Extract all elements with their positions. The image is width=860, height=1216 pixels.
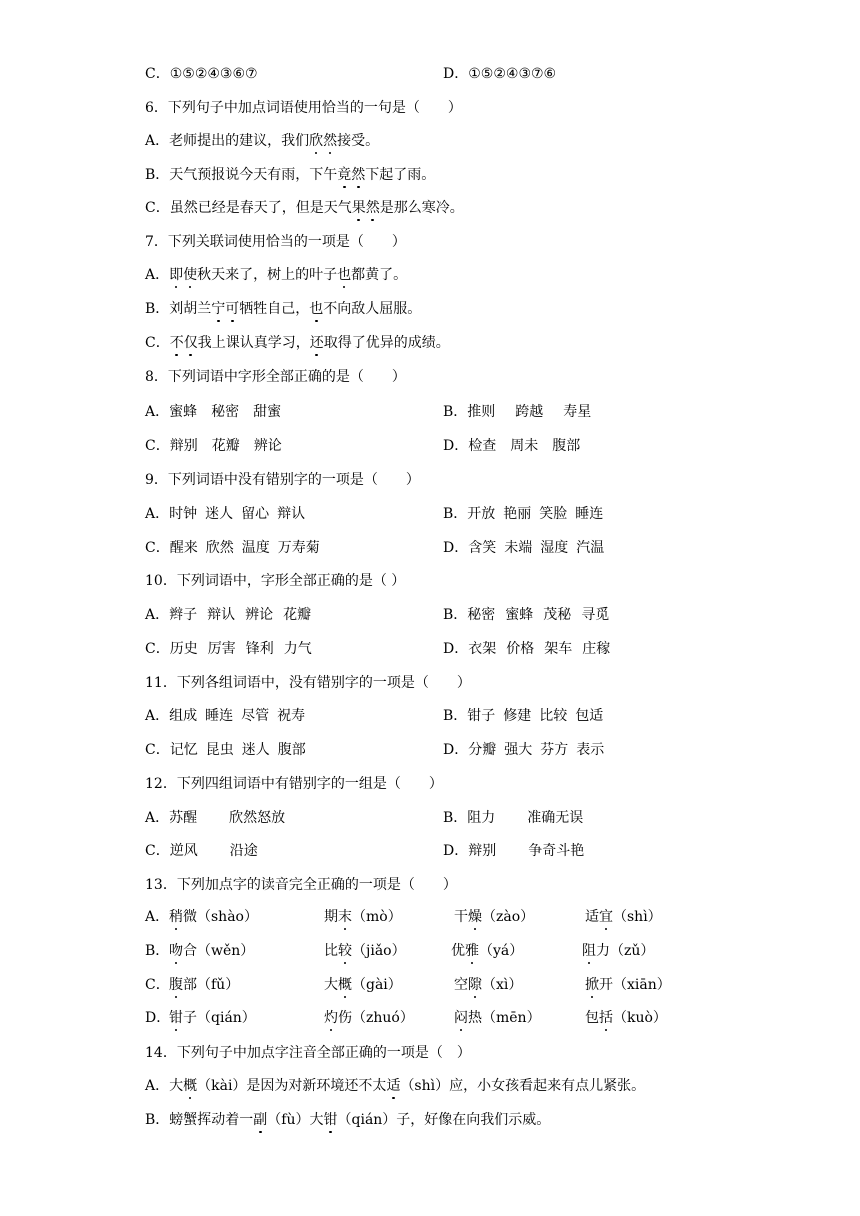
option-label: D． [443, 641, 469, 657]
option-label: D． [443, 438, 469, 454]
text-segment: （gài） [352, 977, 402, 993]
option-row [145, 808, 705, 828]
option-row [145, 436, 705, 456]
emphasis-word: 掀 [585, 975, 599, 995]
option-word: 时钟 [169, 506, 198, 522]
text-segment: 不向敌人屈服。 [323, 301, 422, 317]
text-segment: 大 [324, 977, 338, 993]
option-right [443, 436, 580, 456]
emphasis-dot [189, 354, 192, 357]
option-label: B． [443, 810, 468, 826]
option-word: 芬方 [540, 742, 569, 758]
option-word: 苏醒 [169, 810, 198, 826]
option-word: 辫子 [169, 607, 198, 623]
pinyin-item [324, 941, 406, 961]
option-label: C． [145, 540, 170, 556]
option-row [145, 706, 705, 726]
emphasis-word: 隙 [468, 975, 482, 995]
option-right [443, 639, 610, 659]
option-word: 迷人 [205, 506, 234, 522]
option-label: C． [145, 641, 170, 657]
option-row [145, 639, 705, 659]
text-segment: （fù）大 [267, 1112, 324, 1128]
pinyin-item [582, 941, 654, 961]
option-word: 腹部 [552, 438, 581, 454]
option-word: 分瓣 [468, 742, 497, 758]
option-label: A． [145, 404, 170, 420]
option-word: 汽温 [576, 540, 605, 556]
text-segment: （yá） [479, 943, 524, 959]
emphasis-dot [329, 152, 332, 155]
emphasis-word: 腹 [169, 975, 183, 995]
option-label: B． [145, 943, 170, 959]
option-label: D． [443, 540, 469, 556]
option-word: 花瓣 [211, 438, 240, 454]
option-row [145, 538, 705, 558]
emphasis-word: 也 [309, 299, 323, 319]
emphasis-dot [189, 286, 192, 289]
option-label: D． [443, 742, 469, 758]
option-row [145, 402, 705, 422]
option-word: ①⑤②④③⑥⑦ [169, 66, 258, 82]
text-segment: （kài）是因为对新环境还不太 [197, 1078, 387, 1094]
option-row [145, 64, 705, 84]
question-line [145, 1110, 550, 1130]
option-right [443, 402, 591, 422]
option-right [443, 538, 604, 558]
text-segment: 下起了雨。 [365, 167, 436, 183]
option-row [145, 841, 705, 861]
text-segment: （shì）应，小女孩看起来有点儿紧张。 [400, 1078, 646, 1094]
text-segment: （qián）子，好像在向我们示威。 [337, 1112, 551, 1128]
pinyin-option-row [145, 941, 705, 961]
text-segment: A． [145, 267, 170, 283]
option-word: 准确无误 [527, 810, 584, 826]
emphasis-dot [357, 186, 360, 189]
pinyin-item [169, 975, 239, 995]
option-word: 祝寿 [277, 708, 306, 724]
text-segment: 8．下列词语中字形全部正确的是（ ） [145, 369, 406, 385]
option-right [443, 605, 609, 625]
emphasis-dot [259, 1131, 262, 1134]
option-word: 含笑 [468, 540, 497, 556]
option-word: 寻觅 [581, 607, 610, 623]
option-label: C． [145, 843, 170, 859]
text-segment: 接受。 [337, 133, 380, 149]
text-segment: 我上课认真学习， [197, 335, 310, 351]
option-word: 花瓣 [283, 607, 312, 623]
emphasis-dot [605, 928, 608, 931]
option-right [443, 504, 603, 524]
option-word: 辨论 [253, 438, 282, 454]
option-right [443, 64, 556, 84]
text-segment: B．天气预报说今天有雨，下午 [145, 167, 338, 183]
option-word: 力气 [283, 641, 312, 657]
emphasis-word: 宁可 [211, 299, 239, 319]
option-word: 未端 [504, 540, 533, 556]
emphasis-dot [315, 152, 318, 155]
option-word: 艳丽 [503, 506, 532, 522]
option-row [145, 605, 705, 625]
emphasis-dot [231, 320, 234, 323]
option-word: 湿度 [540, 540, 569, 556]
text-segment: 是那么寒冷。 [379, 200, 464, 216]
option-word: 庄稼 [582, 641, 611, 657]
option-word: 架车 [544, 641, 573, 657]
option-label: B． [443, 607, 468, 623]
emphasis-dot [329, 1131, 332, 1134]
text-segment: 取得了优异的成绩。 [323, 335, 450, 351]
text-segment: 都黄了。 [351, 267, 408, 283]
emphasis-dot [330, 1029, 333, 1032]
emphasis-word: 阻 [582, 941, 596, 961]
text-segment: （jiǎo） [352, 943, 406, 959]
text-segment: （zào） [482, 909, 535, 925]
option-word: 强大 [504, 742, 533, 758]
option-word: 记忆 [169, 742, 198, 758]
option-left [145, 436, 282, 456]
pinyin-item [169, 907, 258, 927]
emphasis-word: 吻 [169, 941, 183, 961]
pinyin-item [454, 1008, 541, 1028]
option-label: A． [145, 607, 170, 623]
question-line [145, 165, 435, 185]
option-label: C． [145, 438, 170, 454]
emphasis-dot [344, 928, 347, 931]
option-row [145, 504, 705, 524]
option-word: 争奇斗艳 [528, 843, 585, 859]
emphasis-word: 竟然 [337, 165, 365, 185]
text-segment: 适 [585, 909, 599, 925]
option-word: 历史 [169, 641, 198, 657]
text-segment: 秋天来了，树上的叶子 [197, 267, 338, 283]
option-left [145, 504, 305, 524]
emphasis-dot [343, 286, 346, 289]
option-label: B． [443, 404, 468, 420]
emphasis-word: 末 [338, 907, 352, 927]
emphasis-word: 欣然 [309, 131, 337, 151]
emphasis-word: 副 [253, 1110, 267, 1130]
emphasis-dot [315, 354, 318, 357]
option-left [145, 841, 258, 861]
text-segment: 力（zǔ） [596, 943, 655, 959]
emphasis-word: 概 [183, 1076, 197, 1096]
text-segment: 12．下列四组词语中有错别字的一组是（ ） [145, 776, 443, 792]
emphasis-word: 钳 [324, 1110, 338, 1130]
question-line [145, 198, 464, 218]
text-segment: C．虽然已经是春天了，但是天气 [145, 200, 352, 216]
option-word: 厉害 [207, 641, 236, 657]
pinyin-item [454, 975, 522, 995]
emphasis-word: 闷 [454, 1008, 468, 1028]
option-left [145, 64, 258, 84]
option-word: 睡连 [575, 506, 604, 522]
question-line [145, 131, 379, 151]
option-right [443, 808, 583, 828]
emphasis-word: 雅 [465, 941, 479, 961]
text-segment: （shì） [613, 909, 662, 925]
option-word: 蜜蜂 [169, 404, 198, 420]
option-label: D． [443, 66, 469, 82]
emphasis-dot [357, 219, 360, 222]
option-label: A． [145, 708, 170, 724]
text-segment: 9．下列词语中没有错别字的一项是（ ） [145, 472, 420, 488]
option-left [145, 402, 281, 422]
option-row [145, 740, 705, 760]
option-word: 昆虫 [205, 742, 234, 758]
question-line [145, 470, 420, 490]
question-line [145, 875, 457, 895]
option-label: C． [145, 977, 170, 993]
emphasis-dot [189, 1097, 192, 1100]
option-label: C． [145, 742, 170, 758]
text-segment: 期 [324, 909, 338, 925]
text-segment: B．螃蟹挥动着一 [145, 1112, 254, 1128]
question-line [145, 232, 406, 252]
option-word: 辨论 [245, 607, 274, 623]
text-segment: 14．下列句子中加点字注音全部正确的一项是（ ） [145, 1045, 471, 1061]
option-word: 留心 [241, 506, 270, 522]
option-word: 睡连 [205, 708, 234, 724]
pinyin-item [585, 975, 671, 995]
emphasis-dot [175, 928, 178, 931]
text-segment: 伤（zhuó） [338, 1010, 414, 1026]
pinyin-item [324, 975, 402, 995]
option-word: 逆风 [169, 843, 198, 859]
pinyin-item [454, 907, 534, 927]
text-segment: （kuò） [613, 1010, 667, 1026]
option-word: 推则 [467, 404, 496, 420]
option-word: 钳子 [467, 708, 496, 724]
option-word: 温度 [241, 540, 270, 556]
option-label: A． [145, 810, 170, 826]
emphasis-word: 概 [338, 975, 352, 995]
option-word: 沿途 [229, 843, 258, 859]
text-segment: 包 [585, 1010, 599, 1026]
text-segment: （xì） [482, 977, 523, 993]
emphasis-word: 也 [337, 265, 351, 285]
option-left [145, 538, 320, 558]
question-line [145, 774, 443, 794]
emphasis-dot [371, 219, 374, 222]
text-segment: 空 [454, 977, 468, 993]
question-line [145, 299, 421, 319]
question-line [145, 673, 471, 693]
text-segment: 子（qián） [183, 1010, 256, 1026]
option-word: 醒来 [169, 540, 198, 556]
option-word: 寿星 [563, 404, 592, 420]
pinyin-item [585, 1008, 667, 1028]
text-segment: 干 [454, 909, 468, 925]
pinyin-item [585, 907, 662, 927]
emphasis-dot [392, 1097, 395, 1100]
option-word: ①⑤②④③⑦⑥ [468, 66, 557, 82]
option-left [145, 740, 306, 760]
emphasis-dot [474, 928, 477, 931]
text-segment: 10．下列词语中，字形全部正确的是（ ） [145, 573, 406, 589]
option-label: B． [443, 708, 468, 724]
emphasis-dot [343, 186, 346, 189]
text-segment: 13．下列加点字的读音完全正确的一项是（ ） [145, 877, 457, 893]
emphasis-dot [588, 962, 591, 965]
text-segment: 6．下列句子中加点词语使用恰当的一句是（ ） [145, 100, 462, 116]
option-label: C． [145, 66, 170, 82]
option-right [443, 706, 603, 726]
option-label: A． [145, 506, 170, 522]
emphasis-dot [175, 962, 178, 965]
option-word: 欣然怒放 [229, 810, 286, 826]
option-word: 检查 [468, 438, 497, 454]
option-word: 秘密 [211, 404, 240, 420]
option-word: 辩认 [207, 607, 236, 623]
option-label: A． [145, 909, 170, 925]
option-word: 甜蜜 [253, 404, 282, 420]
option-word: 跨越 [515, 404, 544, 420]
emphasis-word: 灼 [324, 1008, 338, 1028]
text-segment: 比 [324, 943, 338, 959]
option-word: 价格 [506, 641, 535, 657]
question-line [145, 571, 405, 591]
emphasis-dot [344, 962, 347, 965]
option-word: 周未 [510, 438, 539, 454]
option-word: 辩别 [468, 843, 497, 859]
emphasis-dot [591, 996, 594, 999]
question-line [145, 333, 450, 353]
emphasis-dot [474, 996, 477, 999]
emphasis-word: 括 [599, 1008, 613, 1028]
emphasis-word: 不仅 [170, 333, 198, 353]
pinyin-item [451, 941, 523, 961]
question-line [145, 265, 407, 285]
emphasis-dot [175, 286, 178, 289]
text-segment: 部（fǔ） [183, 977, 240, 993]
option-word: 包适 [575, 708, 604, 724]
text-segment: A．老师提出的建议，我们 [145, 133, 310, 149]
option-word: 秘密 [467, 607, 496, 623]
pinyin-item [169, 941, 254, 961]
option-word: 笑脸 [539, 506, 568, 522]
pinyin-option-row [145, 907, 705, 927]
emphasis-word: 果然 [352, 198, 380, 218]
emphasis-dot [175, 1029, 178, 1032]
option-left [145, 605, 311, 625]
emphasis-word: 适 [386, 1076, 400, 1096]
option-word: 表示 [576, 742, 605, 758]
emphasis-dot [605, 1029, 608, 1032]
question-line [145, 1076, 645, 1096]
option-word: 修建 [503, 708, 532, 724]
question-line [145, 367, 406, 387]
emphasis-dot [315, 320, 318, 323]
emphasis-dot [175, 354, 178, 357]
emphasis-dot [175, 996, 178, 999]
option-right [443, 841, 584, 861]
option-word: 腹部 [277, 742, 306, 758]
option-word: 阻力 [467, 810, 496, 826]
emphasis-word: 宜 [599, 907, 613, 927]
pinyin-option-row [145, 1008, 705, 1028]
option-word: 组成 [169, 708, 198, 724]
option-right [443, 740, 604, 760]
option-label: D． [443, 843, 469, 859]
text-segment: 7．下列关联词使用恰当的一项是（ ） [145, 234, 406, 250]
emphasis-dot [217, 320, 220, 323]
question-line [145, 1043, 471, 1063]
option-left [145, 706, 305, 726]
option-word: 辩别 [169, 438, 198, 454]
text-segment: 热（mēn） [468, 1010, 541, 1026]
option-word: 锋利 [245, 641, 274, 657]
question-line [145, 98, 462, 118]
emphasis-word: 稍 [169, 907, 183, 927]
option-label: D． [145, 1010, 171, 1026]
option-word: 迷人 [241, 742, 270, 758]
pinyin-item [324, 1008, 414, 1028]
emphasis-word: 燥 [468, 907, 482, 927]
option-left [145, 639, 312, 659]
option-word: 辩认 [277, 506, 306, 522]
option-label: B． [443, 506, 468, 522]
emphasis-word: 钳 [169, 1008, 183, 1028]
text-segment: C． [145, 335, 170, 351]
text-segment: 优 [451, 943, 465, 959]
pinyin-item [324, 907, 402, 927]
text-segment: 微（shào） [183, 909, 258, 925]
text-segment: （mò） [352, 909, 402, 925]
emphasis-word: 还 [310, 333, 324, 353]
option-word: 蜜蜂 [505, 607, 534, 623]
emphasis-dot [344, 996, 347, 999]
option-word: 欣然 [205, 540, 234, 556]
option-word: 茂秘 [543, 607, 572, 623]
text-segment: A．大 [145, 1078, 184, 1094]
emphasis-word: 较 [338, 941, 352, 961]
option-word: 万寿菊 [277, 540, 320, 556]
emphasis-word: 即使 [169, 265, 197, 285]
pinyin-option-row [145, 975, 705, 995]
text-segment: 合（wěn） [183, 943, 255, 959]
text-segment: B．刘胡兰 [145, 301, 212, 317]
option-word: 尽管 [241, 708, 270, 724]
text-segment: 开（xiān） [599, 977, 671, 993]
text-segment: 11．下列各组词语中，没有错别字的一项是（ ） [145, 675, 471, 691]
text-segment: 牺牲自己， [239, 301, 310, 317]
pinyin-item [169, 1008, 256, 1028]
option-word: 开放 [467, 506, 496, 522]
option-word: 比较 [539, 708, 568, 724]
option-word: 衣架 [468, 641, 497, 657]
emphasis-dot [460, 1029, 463, 1032]
option-left [145, 808, 285, 828]
emphasis-dot [471, 962, 474, 965]
